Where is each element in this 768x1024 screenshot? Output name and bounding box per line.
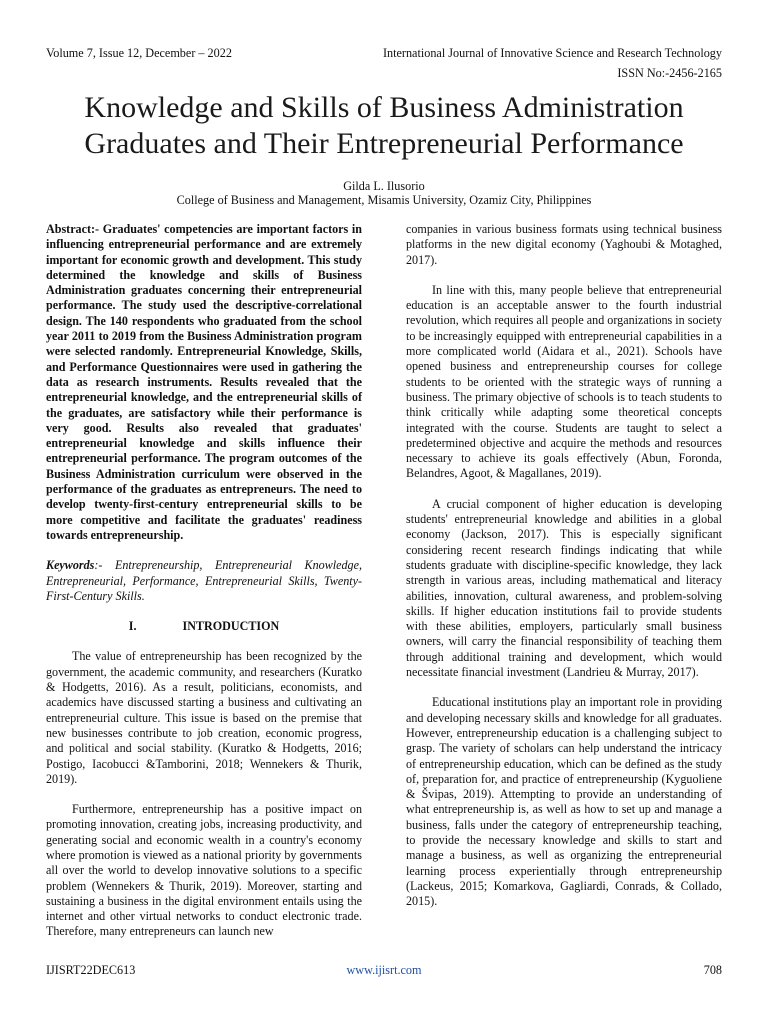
author-affiliation: College of Business and Management, Misamis University, Ozamiz City, Philippines [176, 193, 592, 207]
issn: ISSN No:-2456-2165 [617, 66, 722, 80]
abstract-label: Abstract:- [46, 222, 100, 236]
paragraph: The value of entrepreneurship has been recognized by the government, the academic community, and researchers (Kuratko & Hodgetts, 2016). As a result, politicians, economists, and academics have discussed starting a business and cultivating an entrepreneurial culture. This issue is based on the premise that new businesses contribute to job creation, economic progress, and political and social stability. (Kuratko & Hodgetts, 2016; Postigo, Iacobucci &Tamborini, 2018; Wennekers & Thurik, 2019). [46, 649, 362, 786]
journal-name: International Journal of Innovative Science and Research Technology [382, 46, 722, 60]
article-code: IJISRT22DEC613 [46, 963, 136, 977]
volume-info: Volume 7, Issue 12, December – 2022 [46, 46, 232, 60]
section-number: I. [128, 619, 137, 634]
left-column [46, 222, 362, 940]
paragraph: A crucial component of higher education is developing students' entrepreneurial knowledge and abilities in a global economy (Jackson, 2017). This is especially significant considering recent research findings indicating that while students graduate with discipline-specific knowledge, they lack strength in various areas, including mathematical and literacy abilities, innovation, cultural awareness, and problem-solving skills. If higher education institutions fail to provide students with these abilities, employers, particularly small business owners, will carry the financial responsibility of teaching them through additional training and development, which would necessitate financial investment (Landrieu & Murray, 2017). [406, 496, 722, 680]
right-column [406, 222, 722, 909]
abstract-text: Graduates' competencies are important factors in influencing entrepreneurial performance and are extremely important for economic growth and development. This study determined the knowledge and skills of Business Administration graduates concerning their entrepreneurial performance. The study used the descriptive-correlational design. The 140 respondents who graduated from the school year 2011 to 2019 from the Business Administration program were selected randomly. Entrepreneurial Knowledge, Skills, and Performance Questionnaires were used in gathering the data as research instruments. Results revealed that the entrepreneurial knowledge, and the entrepreneurial skills of the graduates, are satisfactory while their performance is very good. Results also revealed that graduates' entrepreneurial knowledge and skills influence their entrepreneurial performance. The program outcomes of the Business Administration curriculum were observed in the performance of the graduates as entrepreneurs. The need to develop twenty-first-century entrepreneurial skills to be more competitive and facilitate the graduates' readiness towards entrepreneurship. [46, 222, 362, 542]
author-name: Gilda L. Ilusorio [343, 179, 425, 193]
paragraph: Educational institutions play an important role in providing and developing necessary skills and knowledge for all graduates. However, entrepreneurship education is a challenging subject to grasp. The variety of scholars can help understand the intricacy of entrepreneurship education, which can be defined as the study of, preparation for, and practice of entrepreneurship (Kyguoliene & Švipas, 2019). Attempting to provide an understanding of what entrepreneurship is, as well as how to set up and manage a business, falls under the category of entrepreneurship teaching, to provide the necessary knowledge and skills to start and manage a business, as well as organizing the entrepreneurial learning process experientially through entrepreneurship (Lackeus, 2015; Komarkova, Gagliardi, Conrads, & Collado, 2015). [406, 695, 722, 909]
paragraph: Furthermore, entrepreneurship has a positive impact on promoting innovation, creating jobs, increasing productivity, and generating social and economic wealth in a country's economy where promotion is viewed as a national priority by governments all over the world to develop innovative solutions to a specific problem (Wennekers & Thurik, 2019). Moreover, starting and sustaining a business in the digital environment entails using the internet and other virtual networks to conduct electronic trade. Therefore, many entrepreneurs can launch new [46, 802, 362, 939]
keywords-text: :- Entrepreneurship, Entrepreneurial Knowledge, Entrepreneurial, Performance, Entrepreneurial Skills, Twenty-First-Century Skills. [46, 558, 362, 603]
paper-title: Knowledge and Skills of Business Administration Graduates and Their Entrepreneurial Performance [84, 91, 684, 160]
paragraph: companies in various business formats using technical business platforms in the new digital economy (Yaghoubi & Motaghed, 2017). [406, 222, 722, 267]
keywords [46, 558, 362, 604]
page-number: 708 [703, 963, 722, 977]
section-heading [46, 619, 362, 634]
abstract [46, 222, 362, 543]
paragraph: In line with this, many people believe that entrepreneurial education is an acceptable answer to the fourth industrial revolution, which requires all people and organizations in society to be increasingly equipped with entrepreneurial capabilities in a more complicated world (Aidara et al., 2021). Schools have opened business and entrepreneurship courses for college students to be oriented with the strategic ways of running a business. The primary objective of schools is to teach students to think critically while adapting some theoretical concepts integrated with the course. Students are taught to select a predetermined objective and acquire the methods and resources necessary to achieve its goals effectively (Abun, Foronda, Belandres, Agoot, & Magallanes, 2019). [406, 282, 722, 481]
journal-url-link[interactable]: www.ijisrt.com [346, 963, 422, 977]
section-title: INTRODUCTION [182, 619, 280, 634]
keywords-label: Keywords [46, 558, 95, 573]
